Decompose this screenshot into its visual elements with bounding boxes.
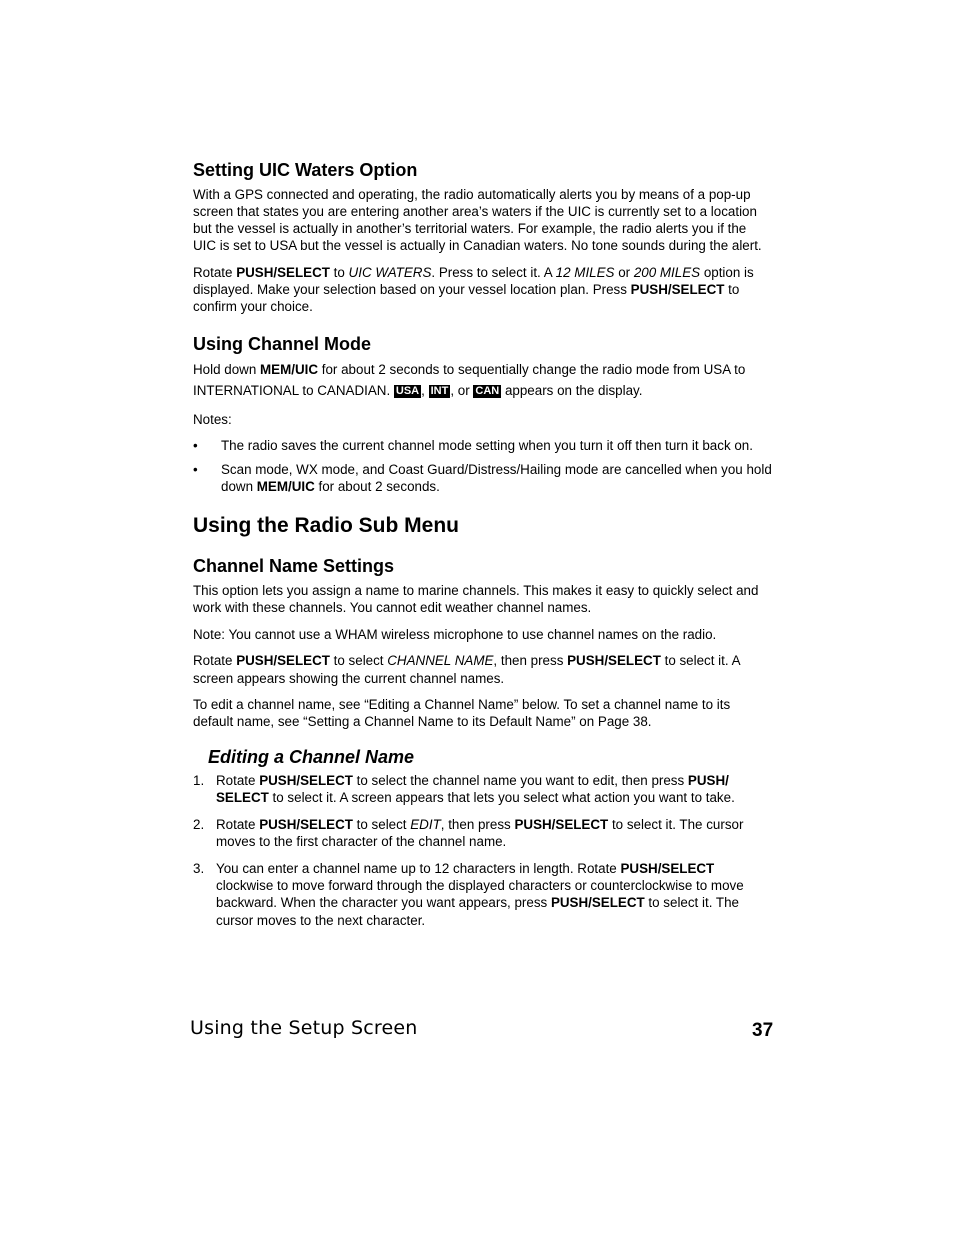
text: . Press to select it. A xyxy=(431,264,556,280)
text: Rotate xyxy=(216,773,260,789)
step-number: 1. xyxy=(193,773,205,789)
text: to select it. The cursor moves to the first character of the channel name. xyxy=(216,817,744,850)
paragraph-channel-name-rotate xyxy=(193,652,773,686)
heading-editing-channel-name: Editing a Channel Name xyxy=(208,746,415,767)
text: Rotate xyxy=(193,264,237,280)
text: to select it. A screen appears that lets you select what action you want to take. xyxy=(268,790,735,806)
text: appears on the display. xyxy=(501,383,643,399)
text: , xyxy=(421,383,429,399)
text: Rotate xyxy=(216,817,260,833)
key-push-select: PUSH/SELECT xyxy=(567,653,661,669)
paragraph-wham-note: Note: You cannot use a WHAM wireless microphone to use channel names on the radio. xyxy=(193,626,717,642)
page-content xyxy=(193,160,773,938)
text: You can enter a channel name up to 12 characters in length. Rotate xyxy=(216,861,621,877)
key-push-select: PUSH/SELECT xyxy=(259,817,353,833)
bullet-icon: • xyxy=(193,461,198,477)
key-push-select: PUSH/ SELECT xyxy=(216,773,729,806)
heading-channel-name-settings: Channel Name Settings xyxy=(193,556,395,577)
lcd-usa-icon: USA xyxy=(395,385,420,398)
text: , or xyxy=(450,383,474,399)
option-12-miles: 12 MILES xyxy=(555,264,615,280)
menu-edit: EDIT xyxy=(410,817,441,833)
text: Hold down xyxy=(193,362,260,378)
paragraph-channel-name-intro: This option lets you assign a name to marine channels. This makes it easy to quickly select and work with these channels. You cannot edit weather channel names. xyxy=(193,582,759,615)
paragraph-channel-mode xyxy=(193,359,773,401)
text: , then press xyxy=(493,653,568,669)
menu-channel-name: CHANNEL NAME xyxy=(387,653,494,669)
text: to select the channel name you want to edit, then press xyxy=(352,773,688,789)
key-push-select: PUSH/SELECT xyxy=(630,282,725,298)
text: for about 2 seconds. xyxy=(314,478,440,494)
notes-list xyxy=(193,437,773,495)
steps-list xyxy=(193,772,773,929)
footer-section-title: Using the Setup Screen xyxy=(190,1017,418,1039)
heading-setting-uic-waters: Setting UIC Waters Option xyxy=(193,160,418,180)
key-push-select: PUSH/SELECT xyxy=(550,895,645,911)
text: clockwise to move forward through the displayed characters or counterclockwise to move backward. When the character you want appears, press xyxy=(216,878,744,911)
option-200-miles: 200 MILES xyxy=(633,264,701,280)
text: for about 2 seconds to sequentially change the radio mode from USA to INTERNATIONAL to CANADIAN. xyxy=(193,362,746,399)
list-item xyxy=(193,816,773,850)
key-push-select: PUSH/SELECT xyxy=(236,653,330,669)
text: to select it. A screen appears showing the current channel names. xyxy=(193,653,740,686)
lcd-int-icon: INT xyxy=(430,385,449,398)
text: Scan mode, WX mode, and Coast Guard/Distress/Hailing mode are cancelled when you hold down xyxy=(221,461,772,494)
paragraph-uic-rotate xyxy=(193,264,773,316)
text: to select xyxy=(352,817,411,833)
notes-label: Notes: xyxy=(193,411,232,427)
paragraph-uic-intro: With a GPS connected and operating, the radio automatically alerts you by means of a pop-up screen that states you are entering another area’s waters if the UIC is currently set to a location but the vessel is actually in another’s territorial waters. For example, the radio alerts you if the UIC is set to USA but the vessel is actually in Canadian waters. No tone sounds during the alert. xyxy=(193,186,762,254)
key-mem-uic: MEM/UIC xyxy=(260,362,319,378)
heading-using-channel-mode: Using Channel Mode xyxy=(193,333,372,354)
text: to confirm your choice. xyxy=(193,282,740,315)
key-push-select: PUSH/SELECT xyxy=(620,861,715,877)
text: Rotate xyxy=(193,653,237,669)
paragraph-edit-reference: To edit a channel name, see “Editing a Channel Name” below. To set a channel name to its default name, see “Setting a Channel Name to its Default Name” on Page 38. xyxy=(193,697,731,730)
list-item xyxy=(193,461,773,495)
key-push-select: PUSH/SELECT xyxy=(236,264,330,280)
text: to xyxy=(329,264,349,280)
text: , then press xyxy=(440,817,515,833)
list-item xyxy=(193,772,773,806)
text: to select xyxy=(329,653,388,669)
menu-uic-waters: UIC WATERS xyxy=(348,264,432,280)
step-number: 3. xyxy=(193,861,205,877)
key-mem-uic: MEM/UIC xyxy=(256,478,315,494)
page-number: 37 xyxy=(752,1020,774,1041)
key-push-select: PUSH/SELECT xyxy=(259,773,353,789)
list-item xyxy=(193,860,773,929)
lcd-can-icon: CAN xyxy=(475,385,500,398)
text: to select it. The cursor moves to the next character. xyxy=(216,895,739,928)
bullet-icon: • xyxy=(193,438,198,454)
heading-radio-sub-menu: Using the Radio Sub Menu xyxy=(193,513,459,537)
list-item xyxy=(193,437,773,454)
text: option is displayed. Make your selection based on your vessel location plan. Press xyxy=(193,264,754,298)
step-number: 2. xyxy=(193,817,205,833)
key-push-select: PUSH/SELECT xyxy=(514,817,609,833)
text: or xyxy=(614,264,634,280)
text: The radio saves the current channel mode setting when you turn it off then turn it back on. xyxy=(221,438,753,454)
